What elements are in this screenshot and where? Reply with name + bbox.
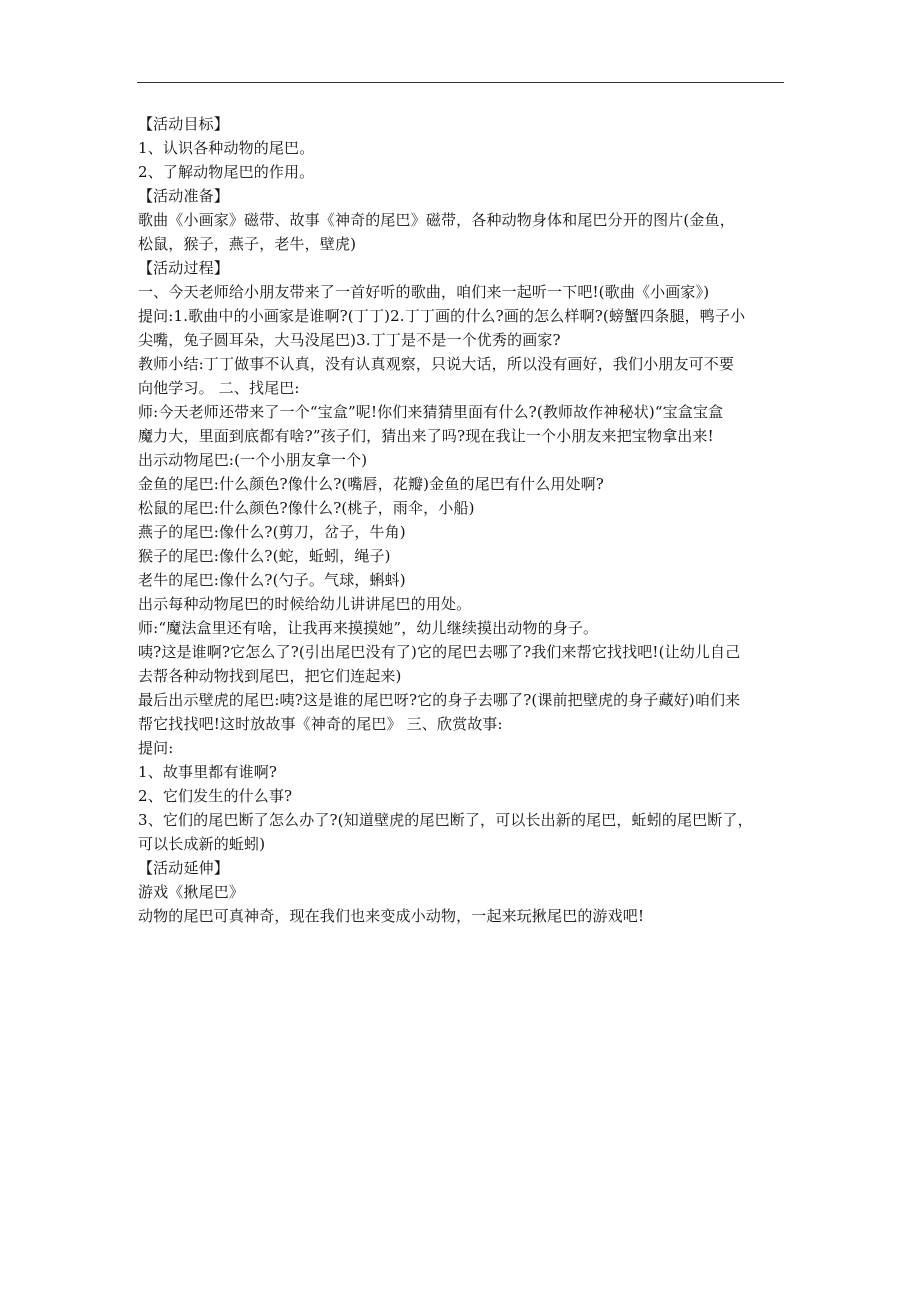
text-line: 尖嘴，兔子圆耳朵，大马没尾巴)3.丁丁是不是一个优秀的画家? [138,331,561,349]
section-heading-extension: 【活动延伸】 [138,859,229,877]
header-rule [137,82,784,83]
text-line: 老牛的尾巴:像什么?(勺子。气球，蝌蚪) [138,571,406,589]
text-line: 可以长成新的蚯蚓) [138,835,266,853]
text-line: 燕子的尾巴:像什么?(剪刀，岔子，牛角) [138,523,406,541]
document-body [138,112,798,928]
text-line: 出示动物尾巴:(一个小朋友拿一个) [138,451,368,469]
text-line: 咦?这是谁啊?它怎么了?(引出尾巴没有了)它的尾巴去哪了?我们来帮它找找吧!(让幼儿自己 [138,643,741,661]
text-line: 教师小结:丁丁做事不认真，没有认真观察，只说大话，所以没有画好，我们小朋友可不要 [138,355,735,373]
text-line: 游戏《揪尾巴》 [138,883,245,901]
text-line: 向他学习。 二、找尾巴: [138,379,300,397]
text-line: 3、它们的尾巴断了怎么办了?(知道壁虎的尾巴断了，可以长出新的尾巴，蚯蚓的尾巴断了， [138,811,753,829]
section-heading-process: 【活动过程】 [138,259,229,277]
text-line: 提问:1.歌曲中的小画家是谁啊?(丁丁)2.丁丁画的什么?画的怎么样啊?(螃蟹四条腿，鸭子小 [138,307,746,325]
text-line: 1、认识各种动物的尾巴。 [138,139,315,157]
text-line: 师:“魔法盒里还有啥，让我再来摸摸她”，幼儿继续摸出动物的身子。 [138,619,599,637]
text-line: 松鼠的尾巴:什么颜色?像什么?(桃子，雨伞，小船) [138,499,475,517]
text-line: 1、故事里都有谁啊? [138,763,278,781]
text-line: 出示每种动物尾巴的时候给幼儿讲讲尾巴的用处。 [138,595,472,613]
text-line: 松鼠，猴子，燕子，老牛，壁虎) [138,235,357,253]
section-heading-preparation: 【活动准备】 [138,187,229,205]
text-line: 师:今天老师还带来了一个“宝盒”呢!你们来猜猜里面有什么?(教师故作神秘状)“宝盒宝盒 [138,403,724,421]
text-line: 猴子的尾巴:像什么?(蛇，蚯蚓，绳子) [138,547,391,565]
text-line: 提问: [138,739,174,757]
text-line: 一、今天老师给小朋友带来了一首好听的歌曲，咱们来一起听一下吧!(歌曲《小画家》) [138,283,710,301]
text-line: 2、了解动物尾巴的作用。 [138,163,315,181]
text-line: 2、它们发生的什么事? [138,787,293,805]
text-line: 魔力大，里面到底都有啥?”孩子们，猜出来了吗?现在我让一个小朋友来把宝物拿出来! [138,427,714,445]
text-line: 最后出示壁虎的尾巴:咦?这是谁的尾巴呀?它的身子去哪了?(课前把壁虎的身子藏好)咱们来 [138,691,741,709]
section-heading-goals: 【活动目标】 [138,115,229,133]
text-line: 帮它找找吧!这时放故事《神奇的尾巴》 三、欣赏故事: [138,715,503,733]
text-line: 歌曲《小画家》磁带、故事《神奇的尾巴》磁带，各种动物身体和尾巴分开的图片(金鱼， [138,211,735,229]
text-line: 去帮各种动物找到尾巴，把它们连起来) [138,667,402,685]
text-line: 金鱼的尾巴:什么颜色?像什么?(嘴唇，花瓣)金鱼的尾巴有什么用处啊? [138,475,604,493]
text-line: 动物的尾巴可真神奇，现在我们也来变成小动物，一起来玩揪尾巴的游戏吧! [138,907,645,925]
